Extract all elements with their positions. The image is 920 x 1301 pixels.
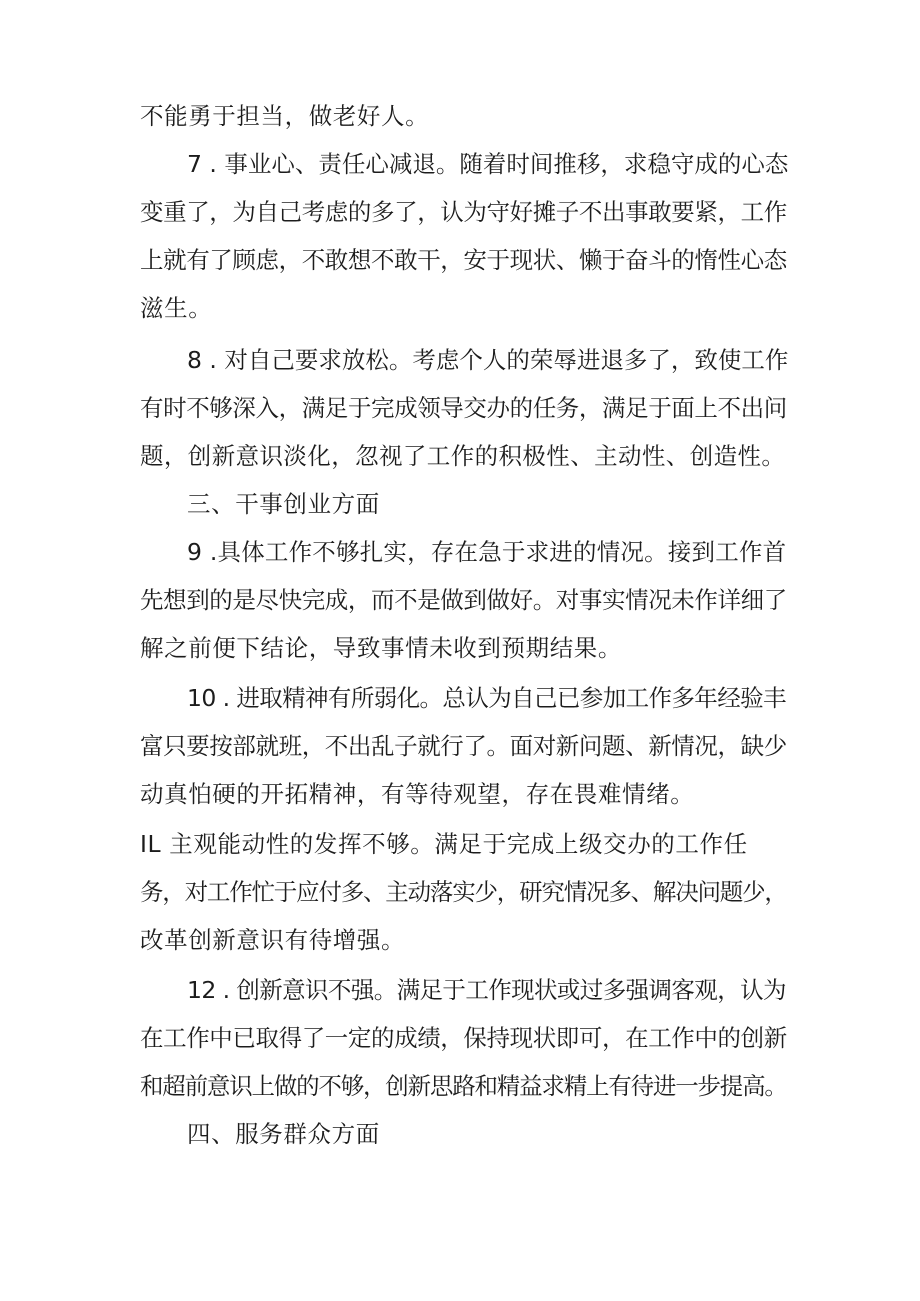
text-line: 务，对工作忙于应付多、主动落实少，研究情况多、解决问题少，	[140, 878, 787, 906]
paragraph-item-11	[140, 820, 790, 964]
text-line: 上就有了顾虑，不敢想不敢干，安于现状、懒于奋斗的惰性心态	[140, 246, 787, 274]
paragraph-continuation	[140, 92, 790, 140]
section-title: 四、服务群众方面	[187, 1120, 380, 1148]
text-line: 7 . 事业心、责任心减退。随着时间推移，求稳守成的心态	[187, 150, 789, 178]
text-line: 动真怕硬的开拓精神，有等待观望，存在畏难情绪。	[140, 780, 695, 808]
section-title: 三、干事创业方面	[187, 490, 380, 518]
text-line: 有时不够深入，满足于完成领导交办的任务，满足于面上不出问	[140, 394, 787, 422]
paragraph-item-8	[140, 336, 790, 480]
text-line: 题，创新意识淡化，忽视了工作的积极性、主动性、创造性。	[140, 442, 786, 470]
paragraph-item-10	[140, 674, 790, 818]
text-line: 8 . 对自己要求放松。考虑个人的荣辱进退多了，致使工作	[187, 346, 789, 374]
text-line: 变重了，为自己考虑的多了，认为守好摊子不出事敢要紧，工作	[140, 198, 787, 226]
text-line: 富只要按部就班，不出乱子就行了。面对新问题、新情况，缺少	[140, 732, 787, 760]
text-line: 解之前便下结论，导致事情未收到预期结果。	[140, 634, 622, 662]
section-heading-4	[140, 1110, 790, 1158]
text-line: 滋生。	[140, 294, 213, 322]
paragraph-item-12	[140, 966, 790, 1110]
text-line: 12 . 创新意识不强。满足于工作现状或过多强调客观，认为	[187, 976, 786, 1004]
text-line: 不能勇于担当，做老好人。	[140, 102, 430, 130]
text-line: 先想到的是尽快完成，而不是做到做好。对事实情况未作详细了	[140, 586, 787, 614]
section-heading-3	[140, 480, 790, 528]
text-line: IL 主观能动性的发挥不够。满足于完成上级交办的工作任	[140, 830, 748, 858]
paragraph-item-7	[140, 140, 790, 332]
paragraph-item-9	[140, 528, 790, 672]
text-line: 在工作中已取得了一定的成绩，保持现状即可，在工作中的创新	[140, 1024, 787, 1052]
text-line: 改革创新意识有待增强。	[140, 926, 406, 954]
text-line: 10 . 进取精神有所弱化。总认为自己已参加工作多年经验丰	[187, 684, 786, 712]
text-line: 和超前意识上做的不够，创新思路和精益求精上有待进一步提高。	[140, 1072, 787, 1100]
text-line: 9 .具体工作不够扎实，存在急于求进的情况。接到工作首	[187, 538, 787, 566]
